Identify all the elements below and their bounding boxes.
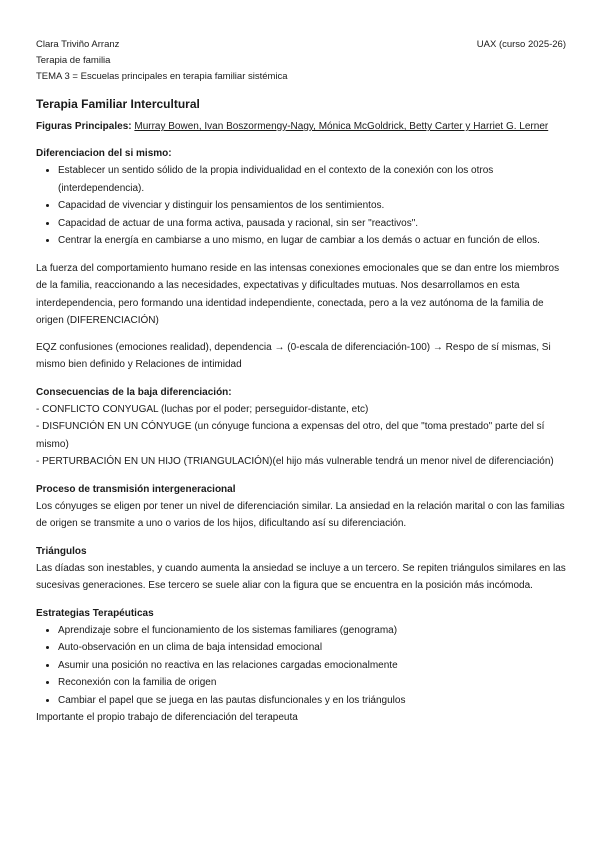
list-item: • Aprendizaje sobre el funcionamiento de los sistemas familiares (genograma) — [58, 622, 566, 640]
section-heading-triangulos: Triángulos — [36, 545, 87, 557]
consecuencia-line: - PERTURBACIÓN EN UN HIJO (TRIANGULACIÓN)(el hijo más vulnerable tendrá un menor nivel de diferenciación) — [36, 456, 554, 467]
list-item: • Capacidad de vivenciar y distinguir los pensamientos de los sentimientos. — [58, 197, 566, 215]
list-item: • Cambiar el papel que se juega en las pautas disfuncionales y en los triángulos — [58, 692, 566, 710]
estrategias-list — [36, 622, 566, 710]
list-item: • Capacidad de actuar de una forma activa, pausada y racional, sin ser "reactivos". — [58, 215, 566, 233]
section-heading-transmision: Proceso de transmisión intergeneracional — [36, 483, 236, 495]
page-title: Terapia Familiar Intercultural — [36, 97, 200, 111]
section-heading-diferenciacion: Diferenciacion del si mismo: — [36, 148, 172, 159]
paragraph-closing: Importante el propio trabajo de diferenciación del terapeuta — [36, 712, 298, 723]
list-item: • Centrar la energía en cambiarse a uno mismo, en lugar de cambiar a los demás o actuar en función de ellos. — [58, 232, 566, 250]
paragraph-fuerza: La fuerza del comportamiento humano reside en las intensas conexiones emocionales que se dan entre los miembros de la familia, reaccionando a las necesidades, expectativas y dificultades mutuas. Nos desarrollamos en esta interdependencia, pero formando una identidad independiente, conectada, pero a la vez autónoma de la familia de origen (DIFERENCIACIÓN) — [36, 262, 560, 326]
consecuencia-line: - DISFUNCIÓN EN UN CÓNYUGE (un cónyuge funciona a expensas del otro, del que "toma prestado" parte del sí mismo) — [36, 421, 545, 450]
paragraph-eqz: EQZ confusiones (emociones realidad), dependencia → (0-escala de diferenciación-100) → Respo de sí mismas, Si mismo bien definido y Relaciones de intimidad — [36, 341, 551, 370]
paragraph-triangulos: Las díadas son inestables, y cuando aumenta la ansiedad se incluye a un tercero. Se repiten triángulos similares en las sucesivas generaciones. Ese tercero se suele aliar con la figura que se encuentra en la posición más incómoda. — [36, 562, 566, 591]
consecuencia-line: - CONFLICTO CONYUGAL (luchas por el poder; perseguidor-distante, etc) — [36, 403, 369, 415]
list-item: • Asumir una posición no reactiva en las relaciones cargadas emocionalmente — [58, 657, 566, 675]
list-item: • Auto-observación en un clima de baja intensidad emocional — [58, 639, 566, 657]
institution-label: UAX (curso 2025-26) — [476, 39, 566, 50]
section-heading-estrategias: Estrategias Terapéuticas — [36, 607, 154, 619]
figures-line — [36, 118, 566, 135]
topic-line: TEMA 3 = Escuelas principales en terapia familiar sistémica — [36, 71, 288, 82]
author-name: Clara Triviño Arranz — [36, 39, 120, 50]
section-heading-consecuencias: Consecuencias de la baja diferenciación: — [36, 386, 232, 398]
diferenciacion-list — [36, 162, 566, 250]
document-header — [36, 37, 566, 85]
figures-names-link[interactable]: Murray Bowen, Ivan Boszormengy-Nagy, Mónica McGoldrick, Betty Carter y Harriet G. Lerner — [134, 121, 549, 132]
course-name: Terapia de familia — [36, 55, 111, 66]
list-item: • Establecer un sentido sólido de la propia individualidad en el contexto de la conexión con los otros (interdependencia). — [58, 162, 566, 197]
figures-label: Figuras Principales: — [36, 121, 132, 132]
paragraph-transmision: Los cónyuges se eligen por tener un nivel de diferenciación similar. La ansiedad en la relación marital o con las familias de origen se transmite a uno o varios de los hijos, dificultando así su diferenciación. — [36, 500, 565, 529]
document-page — [36, 37, 566, 727]
list-item: • Reconexión con la familia de origen — [58, 674, 566, 692]
